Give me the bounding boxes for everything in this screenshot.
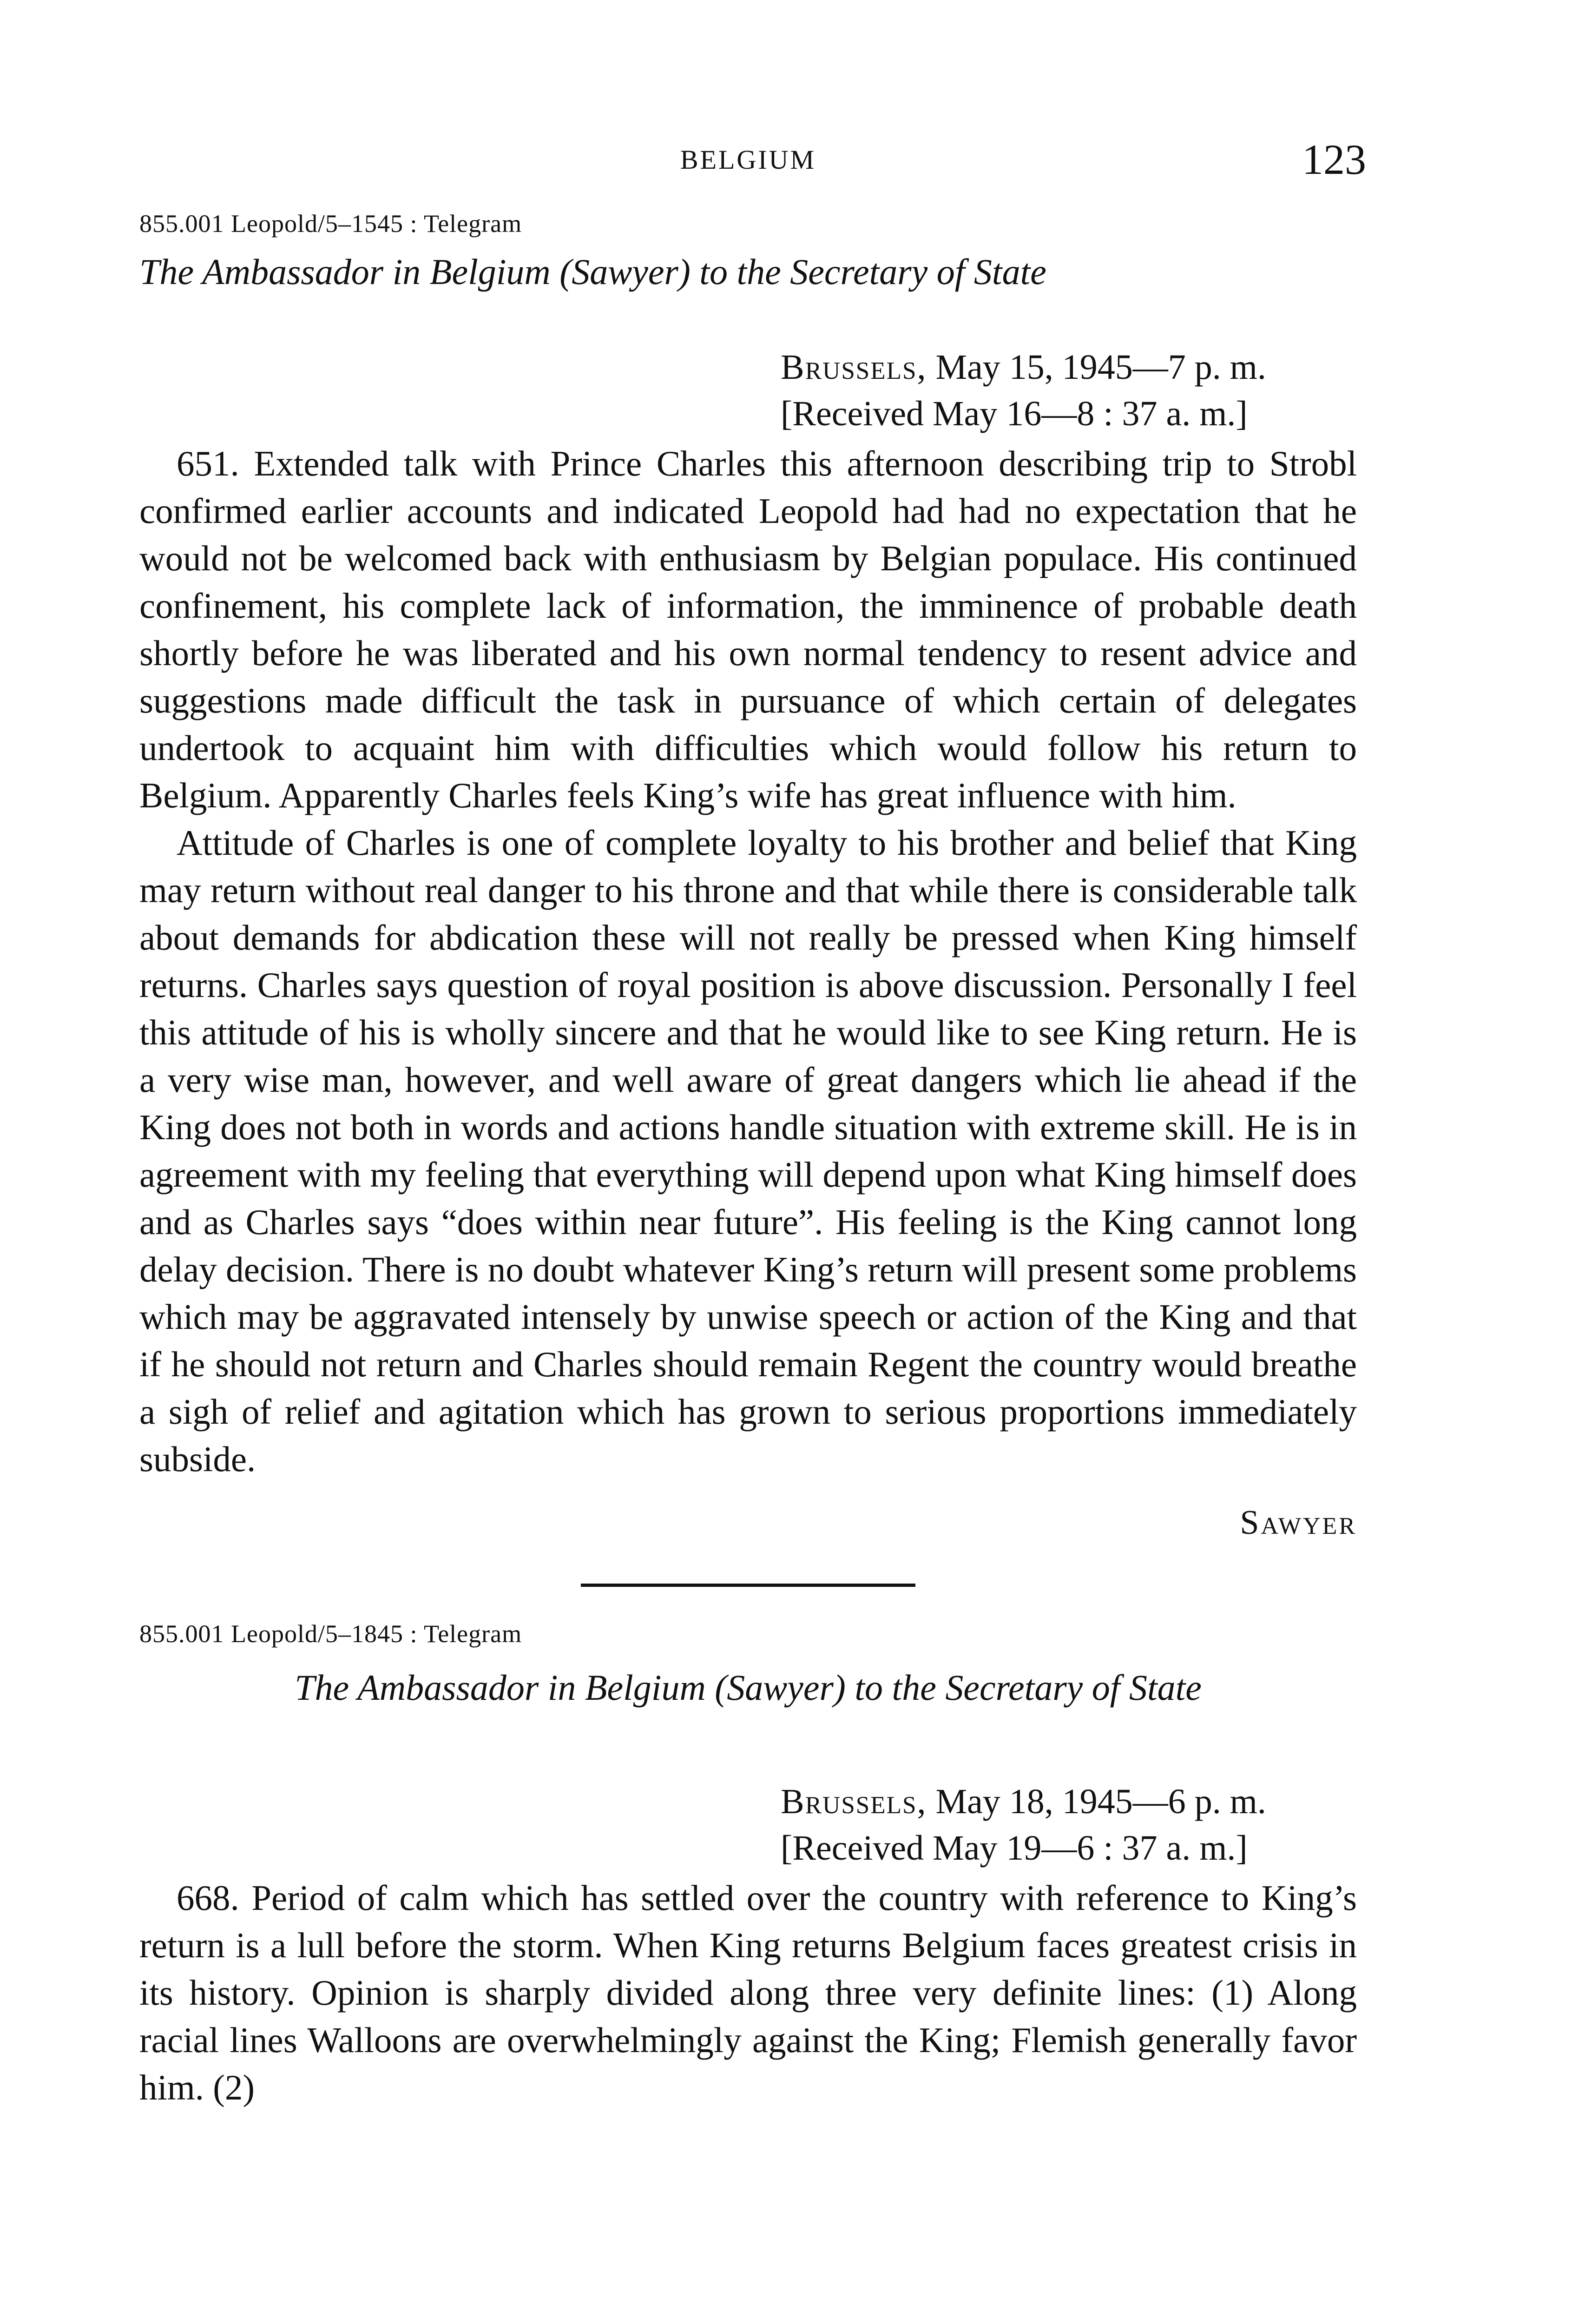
file-reference: 855.001 Leopold/5–1545 : Telegram bbox=[139, 210, 522, 238]
body-paragraph: 651. Extended talk with Prince Charles this afternoon describing trip to Strobl confirmed earlier accounts and indicated Leopold had had no expectation that he would not be welcomed back with enthusiasm by Belgian populace. His continued confinement, his complete lack of information, the imminence of probable death shortly before he was liberated and his own normal tendency to resent advice and suggestions made difficult the task in pursuance of which certain of delegates undertook to acquaint him with difficulties which would follow his return to Belgium. Apparently Charles feels King’s wife has great influence with him. bbox=[139, 443, 1357, 815]
received-line: [Received May 16—8 : 37 a. m.] bbox=[781, 394, 1248, 433]
sent-time: May 18, 1945—6 p. m. bbox=[927, 1782, 1266, 1821]
document-title: The Ambassador in Belgium (Sawyer) to the Secretary of State bbox=[295, 1667, 1202, 1708]
body-paragraph: Attitude of Charles is one of complete loyalty to his brother and belief that King may return without real danger to his throne and that while there is considerable talk about demands for abdication these will not really be pressed when King himself returns. Charles says question of royal position is above discussion. Personally I feel this attitude of his is wholly sincere and that he would like to see King return. He is a very wise man, however, and well aware of great dangers which lie ahead if the King does not both in words and actions handle situation with extreme skill. He is in agreement with my feeling that everything will depend upon what King himself does and as Charles says “does within near future”. His feeling is the King cannot long delay decision. There is no doubt whatever King’s return will present some problems which may be aggravated intensely by unwise speech or action of the King and that if he should not return and Charles should remain Regent the country would breathe a sigh of relief and agitation which has grown to serious proportions immediately subside. bbox=[139, 823, 1357, 1479]
dateline-city: Brussels, bbox=[781, 348, 927, 387]
section-divider bbox=[581, 1584, 915, 1587]
file-reference: 855.001 Leopold/5–1845 : Telegram bbox=[139, 1620, 522, 1648]
telegram-651 bbox=[139, 209, 1357, 1543]
document-page bbox=[139, 135, 1366, 2111]
running-title: BELGIUM bbox=[680, 145, 816, 175]
page-number: 123 bbox=[1302, 136, 1366, 183]
sent-time: May 15, 1945—7 p. m. bbox=[927, 348, 1266, 387]
received-line: [Received May 19—6 : 37 a. m.] bbox=[781, 1829, 1248, 1868]
body-paragraph: 668. Period of calm which has settled over the country with reference to King’s return is a lull before the storm. When King returns Belgium faces greatest crisis in its history. Opinion is sharply divided along three very definite lines: (1) Along racial lines Walloons are overwhelmingly against the King; Flemish generally favor him. (2) bbox=[139, 1878, 1357, 2107]
dateline bbox=[781, 1778, 1357, 1871]
dateline bbox=[781, 344, 1357, 437]
sent-line bbox=[781, 344, 1357, 390]
dateline-city: Brussels, bbox=[781, 1782, 927, 1821]
telegram-668 bbox=[139, 1619, 1357, 2111]
sent-line bbox=[781, 1778, 1357, 1825]
signature: Sawyer bbox=[1240, 1504, 1357, 1542]
page-header bbox=[139, 135, 1366, 200]
document-title: The Ambassador in Belgium (Sawyer) to the Secretary of State bbox=[139, 251, 1046, 292]
